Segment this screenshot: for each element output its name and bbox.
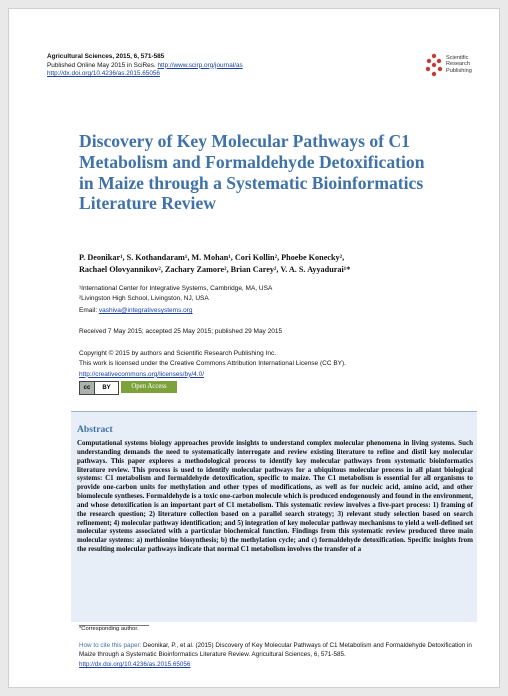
footnote: *Corresponding author. [79,626,139,632]
journal-header [47,53,243,79]
doi-link[interactable]: http://dx.doi.org/10.4236/as.2015.65056 [47,70,160,78]
citation-heading: How to cite this paper: [79,642,142,649]
citation-block [79,641,479,669]
abstract-text: Computational systems biology approaches provide insights to understand complex molecular phenomena in living systems. Such understanding demands the need to systematically interrogate and review existing literature to refine and distil key molecular pathways. This paper explores a methodological process to identify key molecular pathways from systematic bioinformatics literature review. This process is used to identify molecular pathways for a ubiquitous molecular process in all plant biological systems: C1 metabolism and formaldehyde detoxification, specific to maize. The C1 metabolism is essential for all organisms to provide one-carbon units for methylation and other types of modifications, as well as for nucleic acid, amino acid, and other biomolecule syntheses. Formaldehyde is a toxic one-carbon molecule which is produced endogenously and found in the environment, and whose detoxification is an important part of C1 metabolism. This systematic review involves a five-part process: 1) framing of the research question; 2) literature collection based on a parallel search strategy; 3) relevant study selection based on search refinement; 4) molecular pathway identification; and 5) integration of key molecular pathway mechanisms to yield a well-defined set molecular systems associated with a particular biochemical function. Findings from this systematic review produced three main molecular systems: a) methionine biosynthesis; b) the methylation cycle; and c) formaldehyde detoxification. Specific insights from the resulting molecular pathways indicate that normal C1 metabolism involves the transfer of a [77,439,473,554]
email-link[interactable]: vashiva@integrativesystems.org [98,307,193,314]
citation-doi-link[interactable]: http://dx.doi.org/10.4236/as.2015.65056 [79,660,191,668]
affiliations [79,284,272,305]
copyright-block [79,349,346,380]
received-dates: Received 7 May 2015; accepted 25 May 2015; published 29 May 2015 [79,328,283,335]
abstract-heading: Abstract [77,424,113,435]
email-label: Email: [79,307,99,314]
open-access-badge[interactable]: Open Access [121,381,177,393]
affiliation-1: ¹International Center for Integrative Systems, Cambridge, MA, USA [79,285,273,292]
publisher-name: Scientific Research Publishing [446,55,472,74]
journal-citation: Agricultural Sciences, 2015, 6, 571-585 [47,53,165,60]
copyright-line: Copyright © 2015 by authors and Scientific Research Publishing Inc. [79,350,277,357]
cc-by-badge[interactable] [79,381,119,395]
srp-dots-logo-icon [424,53,444,77]
affiliation-2: ²Livingston High School, Livingston, NJ, USA [79,295,209,303]
email-line [79,306,193,316]
citation-text: Deonikar, P., et al. (2015) Discovery of Key Molecular Pathways of C1 Metabolism and Formaldehyde Detoxification in Maize through a Systematic Bioinformatics Literature Review. Agricultural Sciences, 6, 571-585. [79,642,472,659]
published-online: Published Online May 2015 in SciRes. [47,61,156,69]
paper-title: Discovery of Key Molecular Pathways of C1 Metabolism and Formaldehyde Detoxification in Maize through a Systematic Bioinformatics Literature Review [79,131,425,214]
journal-url-link[interactable]: http://www.scirp.org/journal/as [157,61,243,69]
by-icon: BY [102,385,111,391]
license-link[interactable]: http://creativecommons.org/licenses/by/4.0/ [79,370,205,378]
cc-icon: cc [80,382,95,394]
author-list: P. Deonikar¹, S. Kothandaram¹, M. Mohan¹, Cori Kollin², Phoebe Konecky², Rachael Olovyannikov², Zachary Zamore², Brian Carey², V. A. S. Ayyadurai¹* [79,253,351,274]
publisher-logo [424,53,494,81]
license-line: This work is licensed under the Creative Commons Attribution International License (CC BY). [79,360,346,368]
paper-page [8,8,500,688]
